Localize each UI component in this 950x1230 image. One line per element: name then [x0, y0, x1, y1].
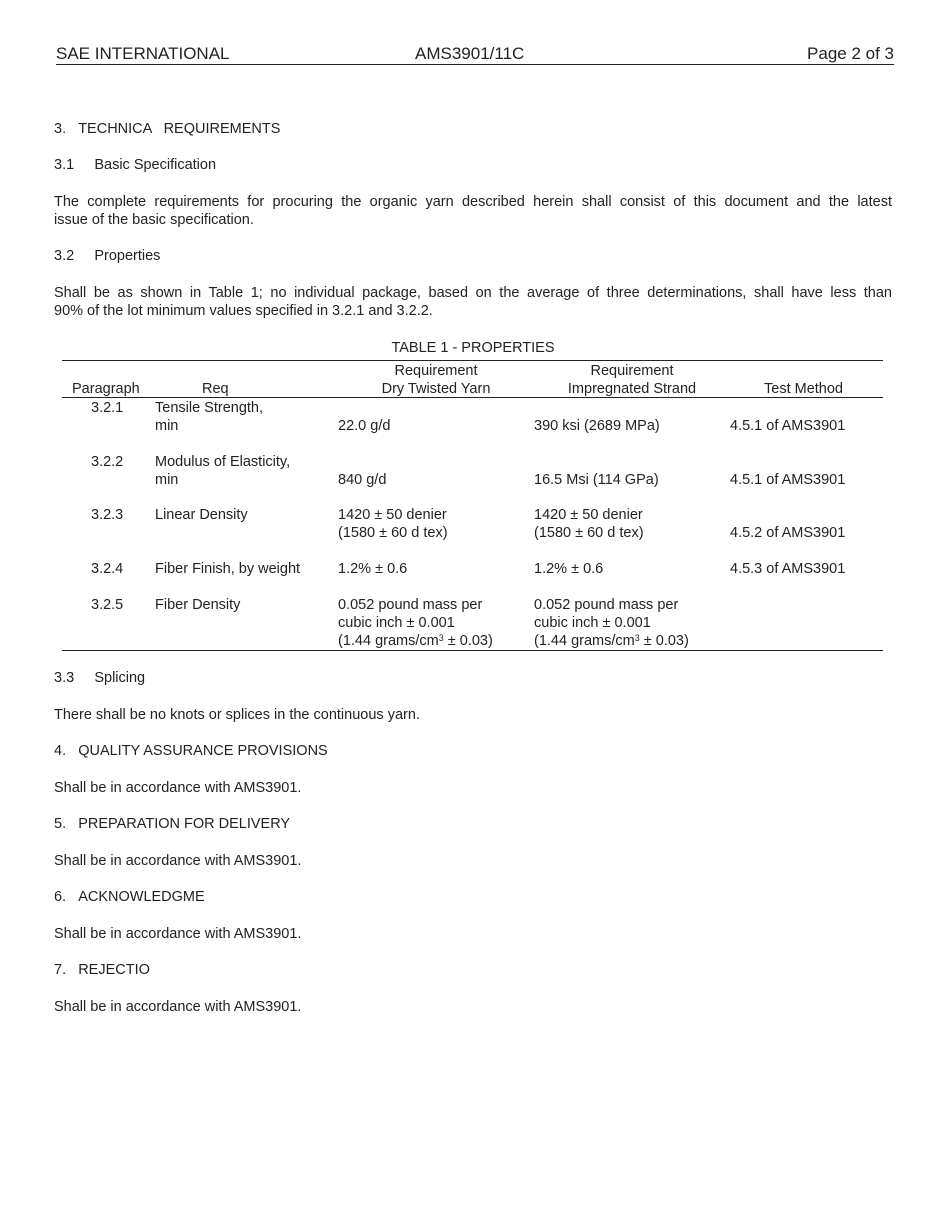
cell-paragraph: 3.2.5	[91, 597, 124, 613]
section-title: QUALITY ASSURANCE PROVISIONS	[78, 743, 328, 759]
section-3-1-heading	[54, 156, 216, 174]
column-header-paragraph: Paragraph	[72, 381, 140, 397]
section-title: Properties	[94, 248, 161, 264]
section-number: 3.1	[54, 157, 75, 173]
cell-test-method: 4.5.3 of AMS3901	[730, 561, 846, 577]
section-number: 6.	[54, 889, 67, 905]
cell-impregnated: 390 ksi (2689 MPa)	[534, 418, 660, 434]
section-title: REJECTIO	[78, 962, 150, 978]
cell-req: min	[155, 418, 179, 434]
cell-dry: 840 g/d	[338, 472, 387, 488]
paragraph-line: Shall be as shown in Table 1; no individual package, based on the average of three determinations, shall have less than	[54, 285, 892, 301]
table-bottom-rule	[62, 650, 883, 651]
column-header-impregnated-bottom: Impregnated Strand	[567, 381, 697, 397]
section-title: Basic Specification	[94, 157, 217, 173]
section-number: 4.	[54, 743, 67, 759]
cell-impregnated: (1580 ± 60 d tex)	[534, 525, 644, 541]
density-tolerance: ± 0.03)	[443, 633, 493, 649]
table-top-rule	[62, 360, 883, 361]
section-number: 7.	[54, 962, 67, 978]
cell-req: Fiber Density	[155, 597, 241, 613]
column-header-dry-bottom: Dry Twisted Yarn	[381, 381, 491, 397]
cell-req: Fiber Finish, by weight	[155, 561, 301, 577]
density-text: (1.44 grams/cm	[338, 633, 439, 649]
density-text: (1.44 grams/cm	[534, 633, 635, 649]
cell-req: Tensile Strength,	[155, 400, 264, 416]
section-3-2-body	[54, 284, 892, 320]
paragraph-line: issue of the basic specification.	[54, 212, 254, 228]
cell-req: Modulus of Elasticity,	[155, 454, 291, 470]
density-tolerance: ± 0.03)	[639, 633, 689, 649]
section-3-3-body: There shall be no knots or splices in the continuous yarn.	[54, 707, 420, 723]
section-title: PREPARATION FOR DELIVERY	[78, 816, 291, 832]
section-6-heading	[54, 888, 205, 906]
section-5-heading	[54, 815, 290, 833]
cell-impregnated: cubic inch ± 0.001	[534, 615, 651, 631]
cell-impregnated: 1420 ± 50 denier	[534, 507, 643, 523]
cell-paragraph: 3.2.3	[91, 507, 124, 523]
section-3-heading	[54, 120, 280, 138]
cell-paragraph: 3.2.4	[91, 561, 124, 577]
cell-test-method: 4.5.1 of AMS3901	[730, 472, 846, 488]
section-7-body: Shall be in accordance with AMS3901.	[54, 999, 302, 1015]
cell-impregnated: 16.5 Msi (114 GPa)	[534, 472, 659, 488]
cell-impregnated: 0.052 pound mass per	[534, 597, 679, 613]
column-header-impregnated-top: Requirement	[590, 363, 674, 379]
paragraph-line: 90% of the lot minimum values specified in 3.2.1 and 3.2.2.	[54, 303, 433, 319]
cell-dry: 1420 ± 50 denier	[338, 507, 447, 523]
header-organization: SAE INTERNATIONAL	[56, 44, 230, 63]
section-6-body: Shall be in accordance with AMS3901.	[54, 926, 302, 942]
cell-dry: 0.052 pound mass per	[338, 597, 483, 613]
cell-paragraph: 3.2.2	[91, 454, 124, 470]
table-header-rule	[62, 397, 883, 398]
cell-test-method: 4.5.1 of AMS3901	[730, 418, 846, 434]
section-5-body: Shall be in accordance with AMS3901.	[54, 853, 302, 869]
cell-test-method: 4.5.2 of AMS3901	[730, 525, 846, 541]
section-4-heading	[54, 742, 328, 760]
section-7-heading	[54, 961, 150, 979]
cell-dry: 22.0 g/d	[338, 418, 391, 434]
column-header-req: Req	[202, 381, 229, 397]
cell-impregnated: 1.2% ± 0.6	[534, 561, 604, 577]
section-3-1-body	[54, 193, 892, 229]
section-number: 3.3	[54, 670, 75, 686]
cell-dry	[338, 632, 493, 650]
column-header-test-method: Test Method	[764, 381, 843, 397]
cell-dry: 1.2% ± 0.6	[338, 561, 408, 577]
section-title: Splicing	[94, 670, 146, 686]
cell-impregnated	[534, 632, 689, 650]
column-header-dry-top: Requirement	[394, 363, 478, 379]
section-3-3-heading	[54, 669, 145, 687]
header-document-id: AMS3901/11C	[415, 44, 525, 63]
section-title: ACKNOWLEDGME	[78, 889, 205, 905]
superscript-exponent: 3	[438, 633, 444, 643]
paragraph-line: The complete requirements for procuring the organic yarn described herein shall consist of this document and the latest	[54, 194, 892, 210]
table-title: TABLE 1 - PROPERTIES	[391, 340, 555, 356]
cell-paragraph: 3.2.1	[91, 400, 124, 416]
section-number: 5.	[54, 816, 67, 832]
section-4-body: Shall be in accordance with AMS3901.	[54, 780, 302, 796]
header-page-number: Page 2 of 3	[807, 44, 894, 63]
section-3-2-heading	[54, 247, 160, 265]
cell-req: Linear Density	[155, 507, 248, 523]
section-number: 3.	[54, 121, 67, 137]
cell-dry: cubic inch ± 0.001	[338, 615, 455, 631]
section-number: 3.2	[54, 248, 75, 264]
section-title: TECHNICA REQUIREMENTS	[78, 121, 281, 137]
page-header	[56, 44, 894, 65]
cell-req: min	[155, 472, 179, 488]
cell-dry: (1580 ± 60 d tex)	[338, 525, 448, 541]
superscript-exponent: 3	[634, 633, 640, 643]
